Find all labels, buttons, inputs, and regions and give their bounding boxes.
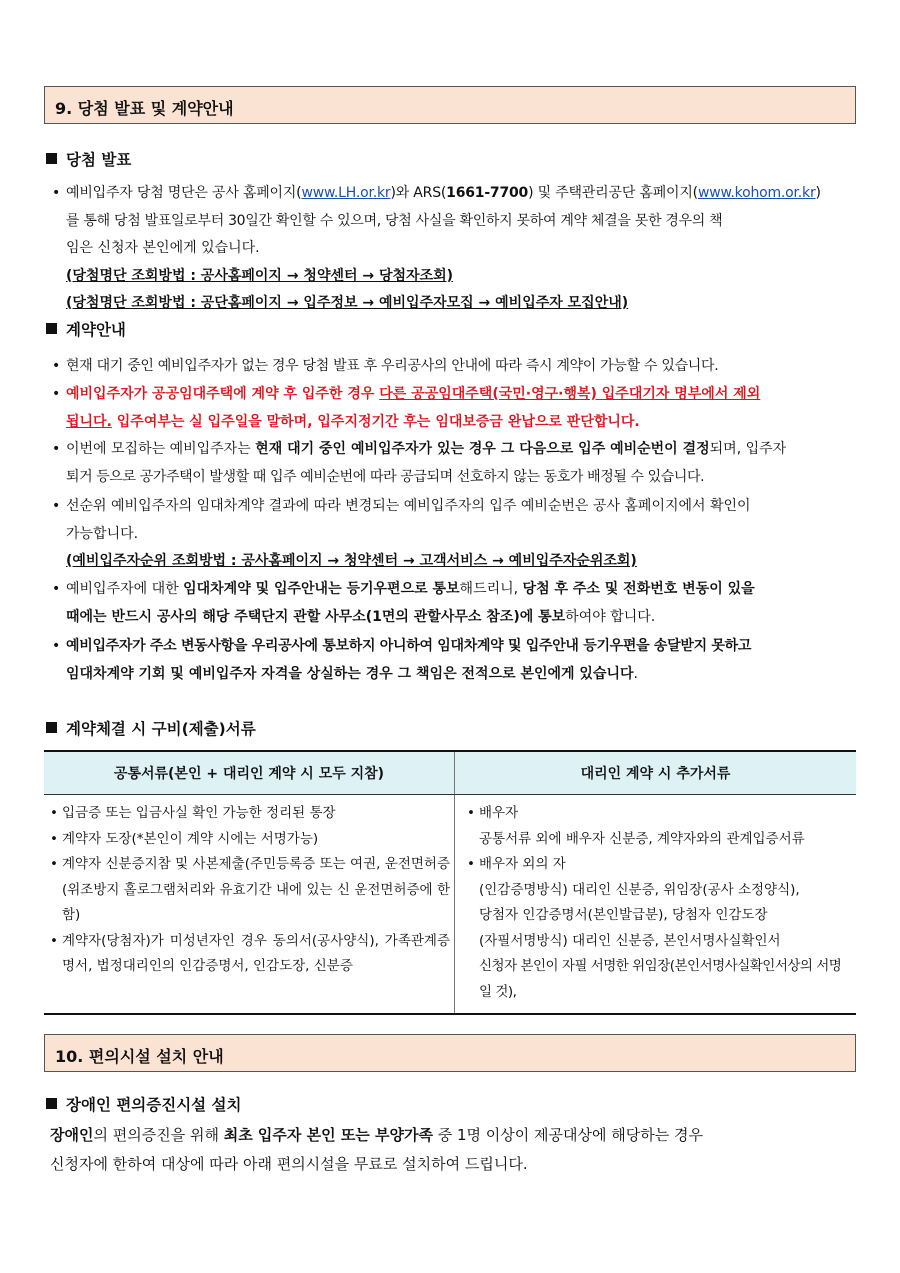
text: 되며, 입주자 xyxy=(709,441,787,457)
list-item: • 계약자 도장(*본인이 계약 시에는 서명가능) xyxy=(48,827,450,853)
announce-heading xyxy=(46,148,131,170)
list-item: • 배우자 외의 자 xyxy=(465,852,852,878)
text: 의 편의증진을 위해 xyxy=(93,1126,224,1144)
text: 하여야 합니다. xyxy=(565,608,656,625)
square-bullet-icon xyxy=(46,1098,57,1109)
docs-heading xyxy=(46,717,256,739)
contract-bullet-3 xyxy=(50,436,856,491)
text: 당첨 후 주소 및 전화번호 변동이 있을 xyxy=(522,581,755,597)
list-item: 당첨자 인감증명서(본인발급분), 당첨자 인감도장 xyxy=(479,907,768,923)
table-header-row xyxy=(44,751,856,795)
list-item: (자필서명방식) 대리인 신분증, 본인서명사실확인서 xyxy=(479,932,781,949)
text: 신청자에 한하여 대상에 따라 아래 편의시설을 무료로 설치하여 드립니다. xyxy=(50,1155,528,1173)
proxy-docs-cell xyxy=(455,795,857,1015)
contract-bullet-5 xyxy=(50,576,856,631)
text: 최초 입주자 본인 또는 부양가족 xyxy=(223,1126,433,1144)
common-docs-cell xyxy=(44,795,455,1015)
table-row xyxy=(44,795,856,1015)
bullet-icon: • xyxy=(52,638,61,654)
text: 선순위 예비입주자의 임대차계약 결과에 따라 변경되는 예비입주자의 입주 예비순번은 공사 홈페이지에서 확인이 xyxy=(66,498,751,514)
text: 현재 대기 중인 예비입주자가 있는 경우 그 다음으로 입주 예비순번이 결정 xyxy=(255,441,710,457)
bullet-icon: • xyxy=(52,386,61,402)
text: 장애인 xyxy=(50,1126,94,1144)
lh-website-link[interactable]: www.LH.or.kr xyxy=(301,185,391,201)
text: 임대차계약 기회 및 예비입주자 자격을 상실하는 경우 그 책임은 전적으로 본인에게 있습니다 xyxy=(66,665,634,682)
accessibility-heading xyxy=(46,1093,242,1115)
list-item: (인감증명방식) 대리인 신분증, 위임장(공사 소정양식), xyxy=(479,881,800,898)
contract-bullet-2 xyxy=(50,381,856,436)
required-documents-table xyxy=(44,750,856,1015)
contract-bullet-6 xyxy=(50,633,856,688)
square-bullet-icon xyxy=(46,722,57,733)
accessibility-paragraph xyxy=(50,1121,856,1179)
announce-line-2: 를 통해 당첨 발표일로부터 30일간 확인할 수 있으며, 당첨 사실을 확인하지 못하여 계약 체결을 못한 경우의 책 xyxy=(66,212,723,229)
list-item: • 입금증 또는 입금사실 확인 가능한 정리된 통장 xyxy=(48,801,450,827)
text: )와 ARS( xyxy=(390,185,447,201)
list-item: • 계약자 신분증지참 및 사본제출(주민등록증 또는 여권, 운전면허증(위조방지 홀로그램처리와 유효기간 내에 있는 신 운전면허증에 한함) xyxy=(48,852,450,929)
text: 예비입주자에 대한 xyxy=(66,581,184,597)
announce-heading-text: 당첨 발표 xyxy=(66,151,132,169)
list-item: • 배우자 xyxy=(465,801,852,827)
text: 가능합니다. xyxy=(66,525,139,542)
bullet-icon: • xyxy=(52,185,61,201)
text: 중 1명 이상이 제공대상에 해당하는 경우 xyxy=(432,1126,703,1144)
text: ) xyxy=(815,185,821,201)
section-10-title: 10. 편의시설 설치 안내 xyxy=(44,1034,856,1072)
text: 현재 대기 중인 예비입주자가 없는 경우 당첨 발표 후 우리공사의 안내에 따라 즉시 계약이 가능할 수 있습니다. xyxy=(66,358,719,374)
contract-bullet-1 xyxy=(50,353,856,381)
list-item: 신청자 본인이 자필 서명한 위임장(본인서명사실확인서상의 서명일 것), xyxy=(479,958,842,1000)
announce-line-3: 임은 신청자 본인에게 있습니다. xyxy=(66,240,260,256)
bullet-icon: • xyxy=(52,498,61,514)
ars-number: 1661-7700 xyxy=(446,185,529,201)
text: 임대차계약 및 입주안내는 등기우편으로 통보 xyxy=(183,581,460,597)
text: 때에는 반드시 공사의 해당 주택단지 관할 사무소(1면의 관할사무소 참조)에 통보 xyxy=(66,608,566,625)
announce-line-1 xyxy=(66,180,856,208)
text: 이번에 모집하는 예비입주자는 xyxy=(66,441,256,457)
rank-lookup-method: (예비입주자순위 조회방법 : 공사홈페이지 → 청약센터 → 고객서비스 → 예비입주자순위조회) xyxy=(66,553,637,569)
accessibility-heading-text: 장애인 편의증진시설 설치 xyxy=(66,1096,242,1114)
lookup-method-1: (당첨명단 조회방법 : 공사홈페이지 → 청약센터 → 당첨자조회) xyxy=(66,267,454,284)
text: 예비입주자가 공공임대주택에 계약 후 입주한 경우 xyxy=(66,386,380,402)
text: . xyxy=(633,665,638,682)
text: 됩니다. xyxy=(66,413,112,430)
kohom-website-link[interactable]: www.kohom.or.kr xyxy=(697,185,816,201)
bullet-icon: • xyxy=(52,358,61,374)
bullet-icon: • xyxy=(52,441,61,457)
text: 퇴거 등으로 공가주택이 발생할 때 입주 예비순번에 따라 공급되며 선호하지 않는 동호가 배정될 수 있습니다. xyxy=(66,468,705,485)
bullet-icon: • xyxy=(52,581,61,597)
announce-bullet xyxy=(50,180,856,318)
text: 다른 공공임대주택(국민·영구·행복) 입주대기자 명부에서 제외 xyxy=(379,386,761,402)
list-item: • 계약자(당첨자)가 미성년자인 경우 동의서(공사양식), 가족관계증명서, 법정대리인의 인감증명서, 인감도장, 신분증 xyxy=(48,929,450,980)
lookup-method-2: (당첨명단 조회방법 : 공단홈페이지 → 입주정보 → 예비입주자모집 → 예비입주자 모집안내) xyxy=(66,295,629,311)
text: 예비입주자 당첨 명단은 공사 홈페이지( xyxy=(66,185,302,201)
contract-bullet-4 xyxy=(50,493,856,576)
text: 예비입주자가 주소 변동사항을 우리공사에 통보하지 아니하여 임대차계약 및 입주안내 등기우편을 송달받지 못하고 xyxy=(66,638,752,654)
square-bullet-icon xyxy=(46,323,57,334)
docs-heading-text: 계약체결 시 구비(제출)서류 xyxy=(66,720,256,738)
contract-heading-text: 계약안내 xyxy=(66,321,126,339)
list-item: 공통서류 외에 배우자 신분증, 계약자와의 관계입증서류 xyxy=(479,830,805,847)
text: 해드리니, xyxy=(459,581,523,597)
common-docs-header: 공통서류(본인 + 대리인 계약 시 모두 지참) xyxy=(44,751,455,795)
square-bullet-icon xyxy=(46,153,57,164)
text: ) 및 주택관리공단 홈페이지( xyxy=(528,185,698,201)
section-9-title: 9. 당첨 발표 및 계약안내 xyxy=(44,86,856,124)
text: 입주여부는 실 입주일을 말하며, 입주지정기간 후는 임대보증금 완납으로 판단합니다. xyxy=(111,413,640,430)
contract-heading xyxy=(46,318,126,340)
proxy-docs-header: 대리인 계약 시 추가서류 xyxy=(455,751,857,795)
